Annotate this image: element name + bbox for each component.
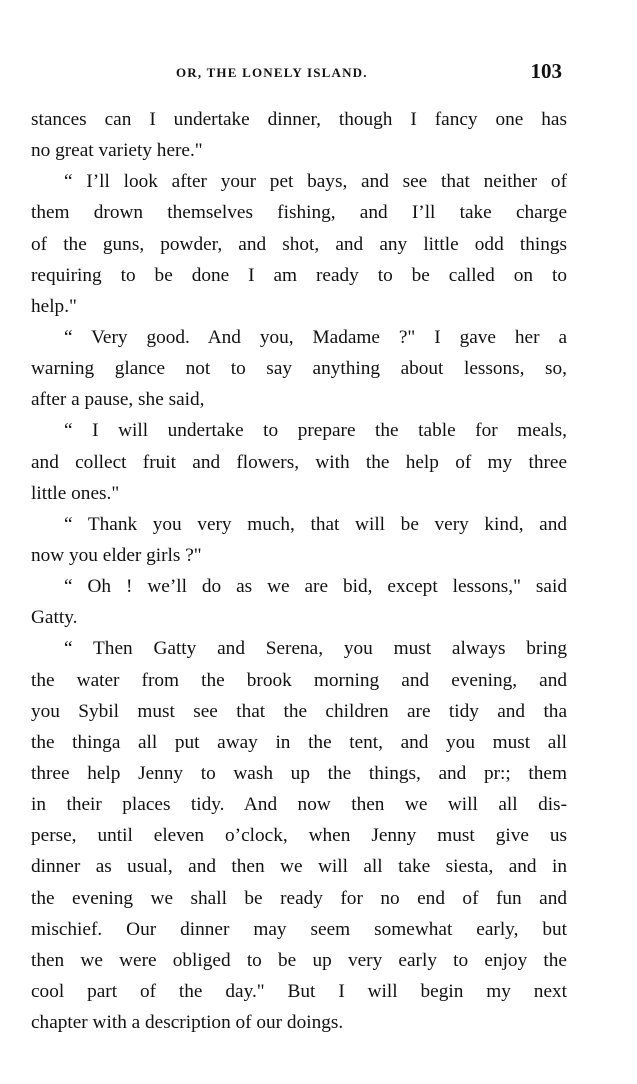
- text-line: “ I’ll look after your pet bays, and see that neither of: [64, 171, 567, 193]
- running-head: [30, 59, 566, 86]
- text-line: and collect fruit and flowers, with the help of my three: [31, 451, 567, 473]
- text-line: chapter with a description of our doings.: [31, 1012, 344, 1034]
- text-line: “ I will undertake to prepare the table for meals,: [64, 420, 567, 442]
- text-line: stances can I undertake dinner, though I fancy one has: [31, 109, 567, 130]
- text-line: them drown themselves fishing, and I’ll take charge: [31, 202, 567, 224]
- text-line: then we were obliged to be up very early to enjoy the: [31, 949, 567, 971]
- text-line: three help Jenny to wash up the things, and pr:; them: [31, 762, 567, 784]
- text-line: now you elder girls ?": [31, 544, 202, 566]
- text-line: requiring to be done I am ready to be called on to: [31, 264, 567, 286]
- text-line: little ones.": [31, 482, 120, 504]
- text-line: cool part of the day." But I will begin my next: [31, 980, 567, 1002]
- text-line: perse, until eleven o’clock, when Jenny must give us: [31, 825, 567, 847]
- text-line: “ Oh ! we’ll do as we are bid, except lessons," said: [64, 576, 567, 598]
- text-line: “ Thank you very much, that will be very kind, and: [64, 513, 567, 535]
- text-line: warning glance not to say anything about lessons, so,: [31, 358, 567, 380]
- text-line: no great variety here.": [31, 140, 203, 162]
- text-line: after a pause, she said,: [31, 389, 205, 411]
- text-line: the evening we shall be ready for no end of fun and: [31, 887, 567, 909]
- text-line: of the guns, powder, and shot, and any little odd things: [31, 233, 567, 255]
- text-line: dinner as usual, and then we will all take siesta, and in: [31, 856, 567, 878]
- text-line: “ Then Gatty and Serena, you must always bring: [64, 638, 567, 660]
- text-line: in their places tidy. And now then we will all dis-: [31, 794, 567, 816]
- text-line: you Sybil must see that the children are tidy and tha: [31, 700, 567, 722]
- text-line: “ Very good. And you, Madame ?" I gave her a: [64, 326, 567, 348]
- text-line: Gatty.: [31, 607, 78, 629]
- text-line: the water from the brook morning and evening, and: [31, 669, 567, 691]
- running-title: OR, THE LONELY ISLAND.: [176, 65, 368, 80]
- text-line: help.": [31, 295, 77, 317]
- text-line: mischief. Our dinner may seem somewhat early, but: [31, 918, 567, 940]
- body-text: [31, 104, 567, 1038]
- page-number: 103: [530, 59, 562, 83]
- text-line: the thinga all put away in the tent, and you must all: [31, 731, 567, 753]
